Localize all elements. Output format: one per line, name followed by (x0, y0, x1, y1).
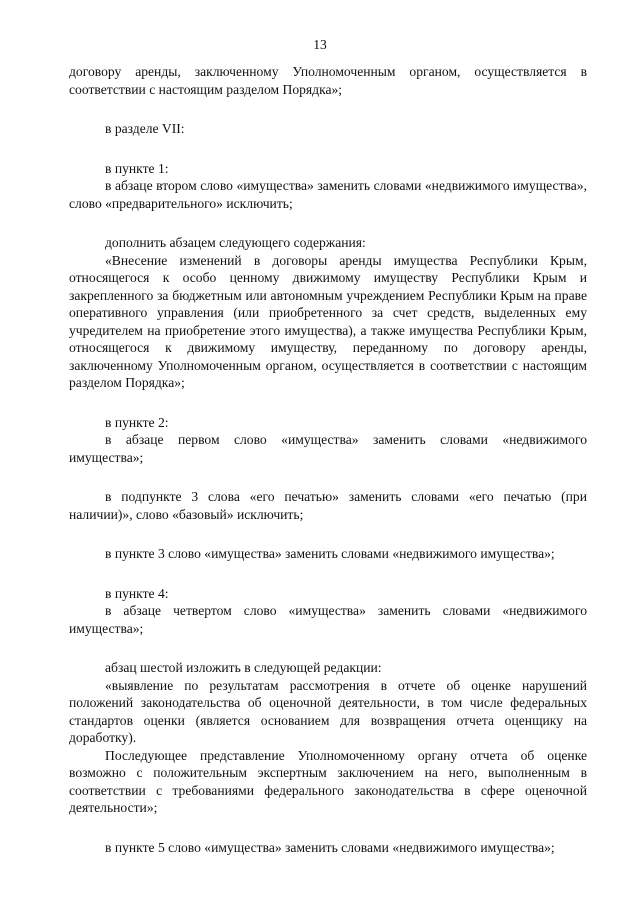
paragraph-item-1-change: в абзаце втором слово «имущества» заменить словами «недвижимого имущества», слово «предварительного» исключить; (69, 178, 587, 211)
paragraph-item-2-change: в абзаце первом слово «имущества» заменить словами «недвижимого имущества»; (69, 432, 587, 465)
paragraph-abzac-6: абзац шестой изложить в следующей редакции: (105, 660, 382, 675)
paragraph-item-5: в пункте 5 слово «имущества» заменить словами «недвижимого имущества»; (105, 839, 555, 855)
page-number: 13 (313, 37, 327, 52)
paragraph-item-4-change: в абзаце четвертом слово «имущества» заменить словами «недвижимого имущества»; (69, 603, 587, 636)
paragraph-continuation: договору аренды, заключенному Уполномоченным органом, осуществляется в соответствии с настоящим разделом Порядка»; (69, 64, 587, 97)
paragraph-item-2: в пункте 2: (105, 414, 169, 430)
paragraph-item-1: в пункте 1: (105, 160, 169, 176)
paragraph-item-3: в пункте 3 слово «имущества» заменить словами «недвижимого имущества»; (105, 546, 555, 561)
paragraph-subitem-3: в подпункте 3 слова «его печатью» заменить словами «его печатью (при наличии)», слово «базовый» исключить; (69, 489, 587, 522)
document-body (69, 63, 587, 856)
paragraph-new-text: «Внесение изменений в договоры аренды имущества Республики Крым, относящегося к особо ценному движимому имуществу Республики Крым и закрепленного за бюджетным или автономным учреждением Республики Крым на праве оперативного управления (или приобретенного за счет средств, выделенных ему учредителем на приобретение этого имущества), а также имущества Республики Крым, относящегося к движимому имуществу, переданному по договору аренды, заключенному Уполномоченным органом, осуществляется в соответствии с настоящим разделом Порядка»; (69, 252, 587, 390)
paragraph-item-4: в пункте 4: (105, 585, 169, 601)
paragraph-section-vii: в разделе VII: (105, 121, 185, 136)
paragraph-abzac-6-text-continued: Последующее представление Уполномоченному органу отчета об оценке возможно с положительным экспертным заключением на него, выполненным в соответствии с требованиями федерального законодательства в сфере оценочной деятельности»; (69, 747, 587, 815)
paragraph-add-abzac: дополнить абзацем следующего содержания: (105, 235, 366, 250)
paragraph-abzac-6-text: «выявление по результатам рассмотрения в отчете об оценке нарушений положений законодательства об оценочной деятельности, в том числе федеральных стандартов оценки (является основанием для возвращения отчета оценщику на доработку). (69, 677, 587, 745)
